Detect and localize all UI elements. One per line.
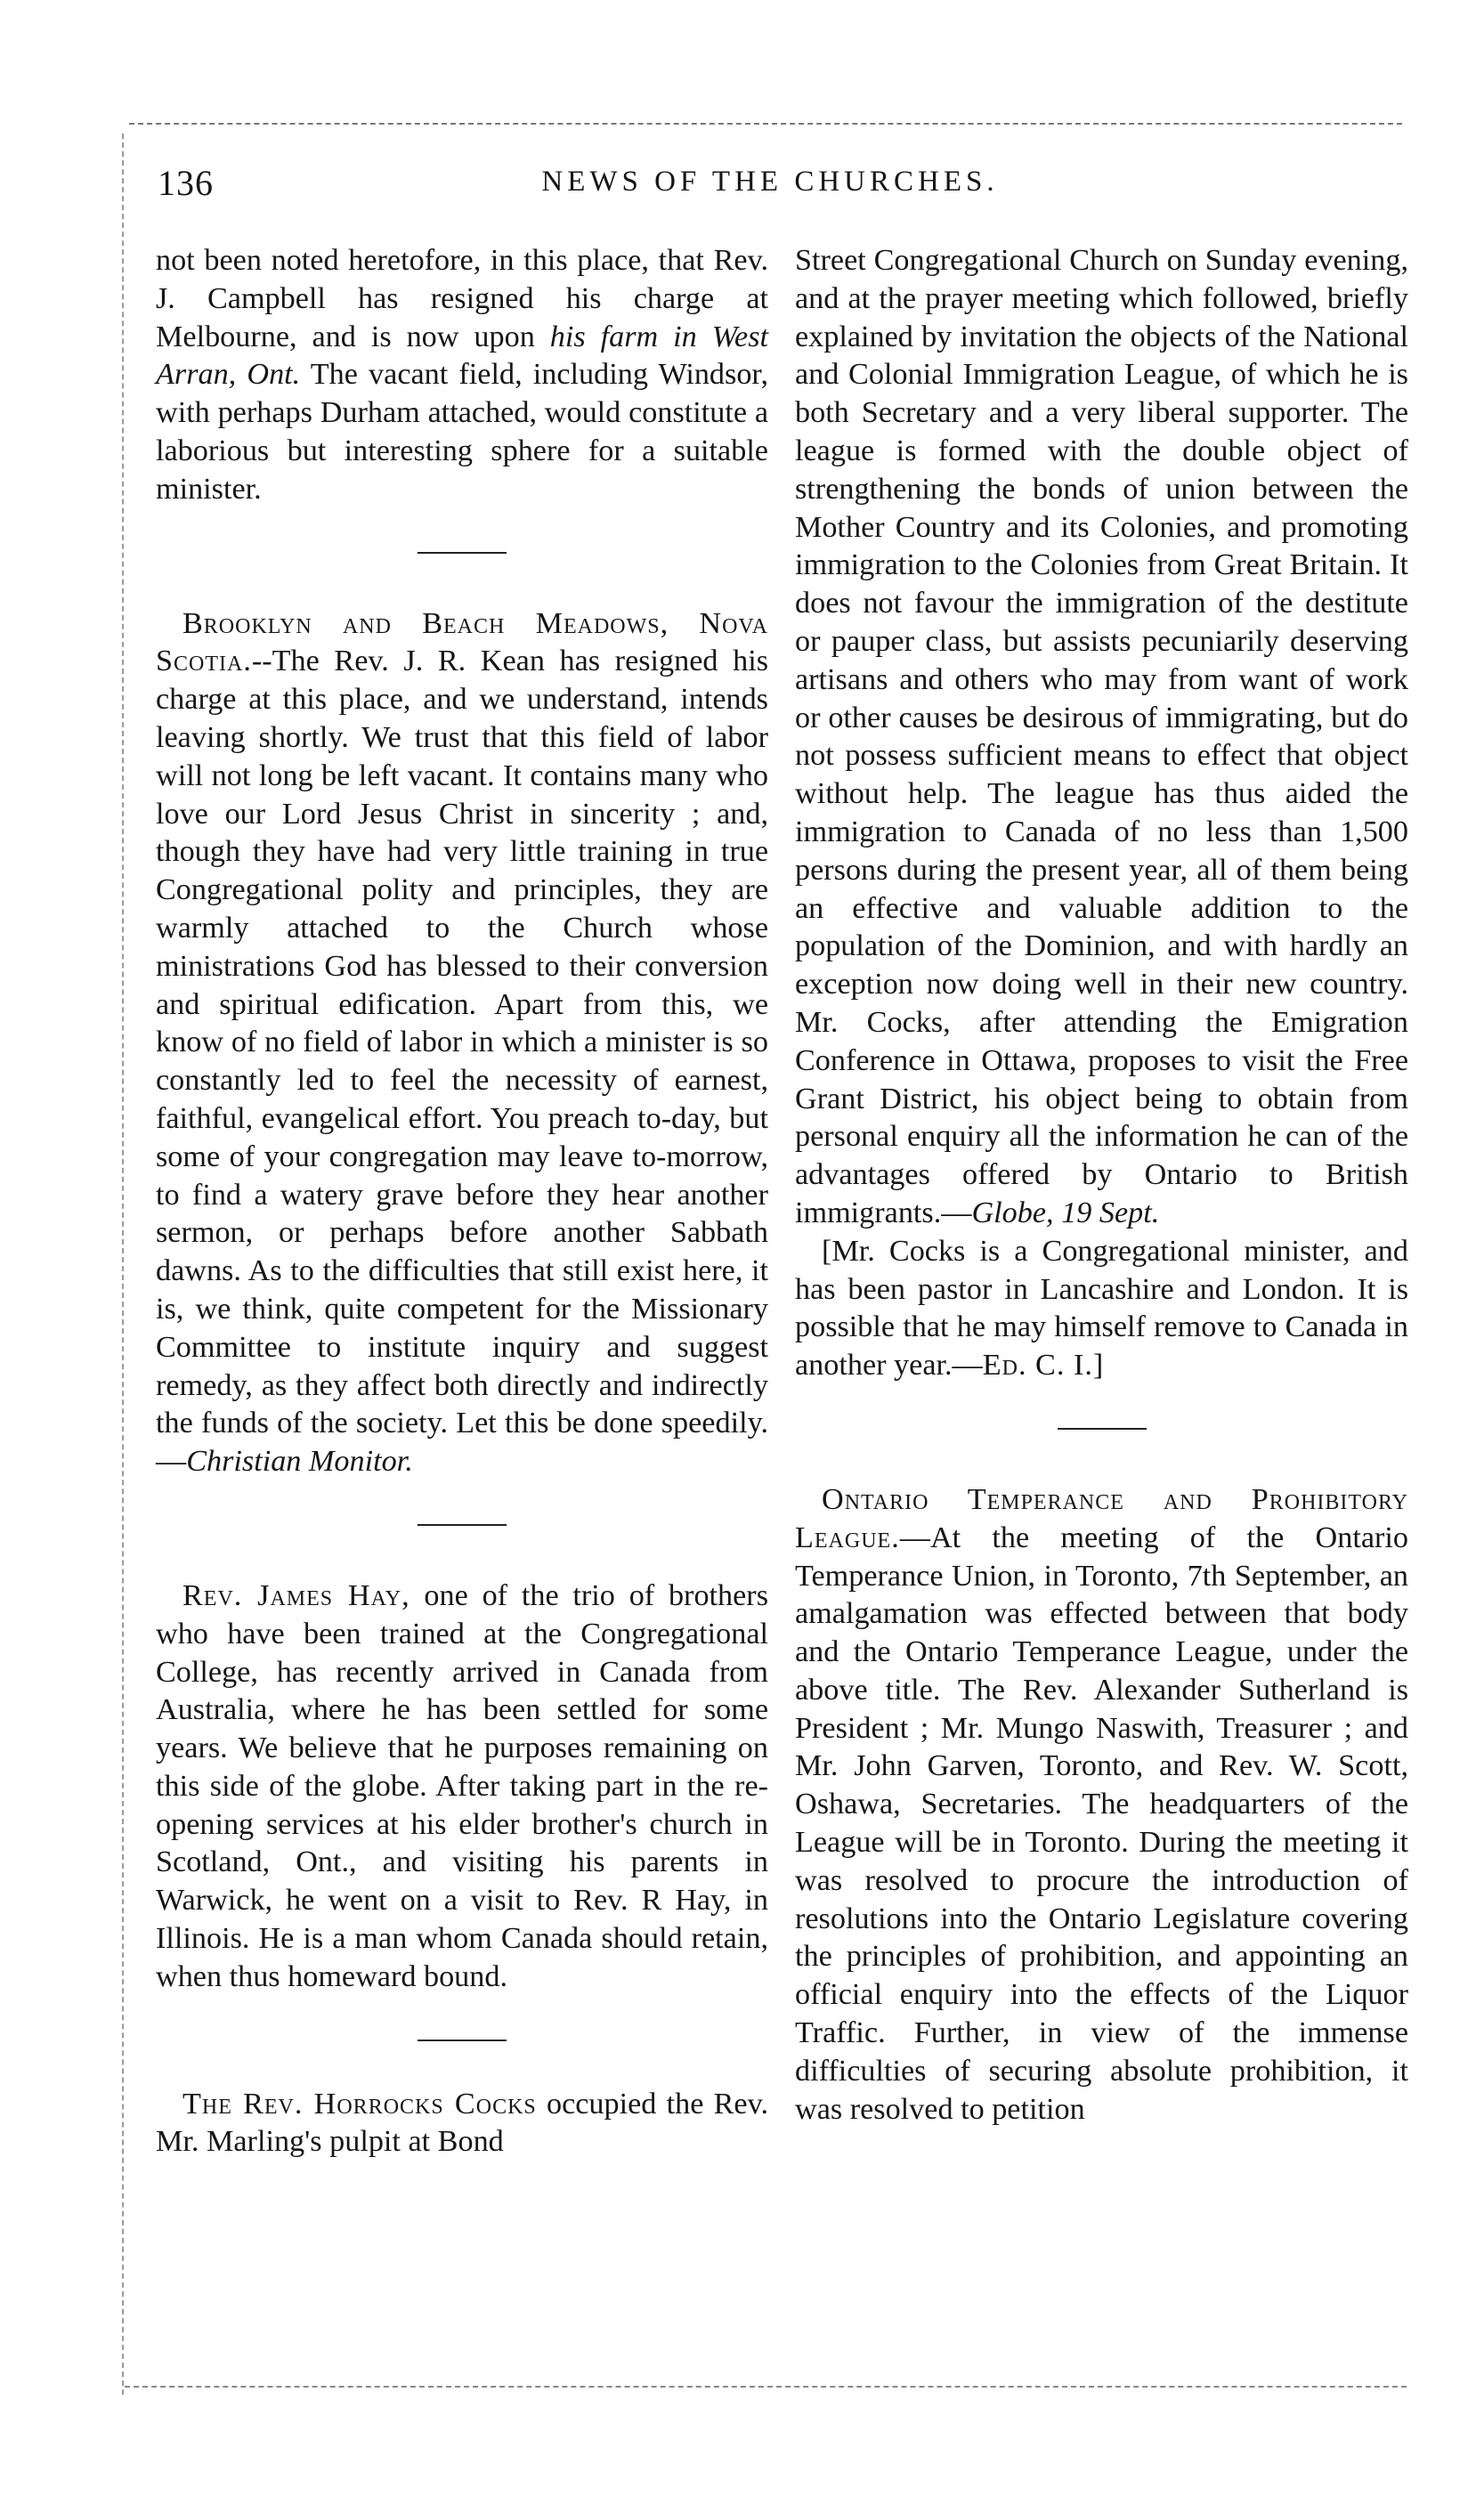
top-border-rule bbox=[129, 123, 1402, 125]
cocks-paragraph bbox=[156, 2086, 768, 2162]
editor-note-paragraph bbox=[795, 1233, 1408, 1385]
campbell-text-end: The vacant field, including Windsor, with perhaps Durham attached, would constitute a laborious but interesting sphere for a suitable minister. bbox=[156, 358, 768, 506]
right-column bbox=[795, 242, 1408, 2129]
hay-paragraph bbox=[156, 1577, 768, 1997]
campbell-italic-location: his farm in West Arran, Ont. bbox=[156, 320, 769, 392]
bottom-border-rule bbox=[125, 2386, 1407, 2388]
immigration-paragraph bbox=[795, 242, 1408, 1233]
cocks-text: occupied the Rev. Mr. Marling's pulpit at Bond bbox=[156, 2087, 768, 2159]
cocks-heading: The Rev. Horrocks Cocks bbox=[182, 2087, 537, 2121]
temperance-heading: Ontario Temperance and Prohibitory League. bbox=[795, 1482, 1408, 1554]
brooklyn-heading: Brooklyn and Beach Meadows, Nova Scotia. bbox=[156, 606, 768, 678]
hay-heading: Rev. James Hay, bbox=[182, 1578, 410, 1612]
hay-text: one of the trio of brothers who have been trained at the Congregational College, has recently arrived in Canada from Australia, where he has been settled for some years. We believe that he purposes remaining on this side of the globe. After taking part in the re-opening services at his elder brother's church in Scotland, Ont., and visiting his parents in Warwick, he went on a visit to Rev. R Hay, in Illinois. He is a man whom Canada should retain, when thus homeward bound. bbox=[156, 1578, 768, 1993]
left-margin-line bbox=[122, 134, 124, 2395]
left-column bbox=[156, 242, 768, 2161]
running-title: NEWS OF THE CHURCHES. bbox=[541, 166, 999, 198]
temperance-text: —At the meeting of the Ontario Temperance Union, in Toronto, 7th September, an amalgamation was effected between that body and the Ontario Temperance League, under the above title. The Rev. Alexander Sutherland is President ; Mr. Mungo Naswith, Treasurer ; and Mr. John Garven, Toronto, and Rev. W. Scott, Oshawa, Secretaries. The headquarters of the League will be in Toronto. During the meeting it was resolved to procure the introduction of resolutions into the Ontario Legislature covering the principles of prohibition, and appointing an official enquiry into the effects of the Liquor Traffic. Further, in view of the immense difficulties of securing absolute prohibition, it was resolved to petition bbox=[795, 1521, 1408, 2126]
campbell-text: not been noted heretofore, in this place, that Rev. J. Campbell has resigned his charge at Melbourne, and is now upon bbox=[156, 244, 768, 353]
brooklyn-paragraph bbox=[156, 605, 768, 1481]
campbell-paragraph bbox=[156, 242, 768, 509]
temperance-paragraph bbox=[795, 1481, 1408, 2129]
brooklyn-source: Christian Monitor. bbox=[186, 1445, 413, 1479]
editor-signature: Ed. C. I.] bbox=[982, 1349, 1105, 1383]
immigration-source: Globe, 19 Sept. bbox=[971, 1196, 1160, 1229]
immigration-text: Street Congregational Church on Sunday evening, and at the prayer meeting which followed, briefly explained by invitation the objects of the National and Colonial Immigration League, of which he is both Secretary and a very liberal supporter. The league is formed with the double object of strengthening the bonds of union between the Mother Country and its Colonies, and promoting immigration to the Colonies from Great Britain. It does not favour the immigration of the destitute or pauper class, but assists pecuniarily deserving artisans and others who may from want of work or other causes be desirous of immigrating, but do not possess sufficient means to effect that object without help. The league has thus aided the immigration to Canada of no less than 1,500 persons during the present year, all of them being an effective and valuable addition to the population of the Dominion, and with hardly an exception now doing well in their new country. Mr. Cocks, after attending the Emigration Conference in Ottawa, proposes to visit the Free Grant District, his object being to obtain from personal enquiry all the information he can of the advantages offered by Ontario to British immigrants.— bbox=[795, 244, 1408, 1229]
running-head bbox=[147, 162, 1393, 215]
editor-note-text: [Mr. Cocks is a Congregational minister, and has been pastor in Lancashire and London. It is possible that he may himself remove to Canada in another year.— bbox=[795, 1234, 1408, 1383]
brooklyn-text: --The Rev. J. R. Kean has resigned his charge at this place, and we understand, intends leaving shortly. We trust that this field of labor will not long be left vacant. It contains many who love our Lord Jesus Christ in sincerity ; and, though they have had very little training in true Congregational polity and principles, they are warmly attached to the Church whose ministrations God has blessed to their conversion and spiritual edification. Apart from this, we know of no field of labor in which a minister is so constantly led to feel the necessity of earnest, faithful, evangelical effort. You preach to-day, but some of your congregation may leave to-morrow, to find a watery grave before they hear another sermon, or perhaps before another Sabbath dawns. As to the difficulties that still exist here, it is, we think, quite competent for the Missionary Committee to institute inquiry and suggest remedy, as they affect both directly and indirectly the funds of the society. Let this be done speedily.— bbox=[156, 645, 768, 1479]
page-number: 136 bbox=[158, 163, 214, 203]
